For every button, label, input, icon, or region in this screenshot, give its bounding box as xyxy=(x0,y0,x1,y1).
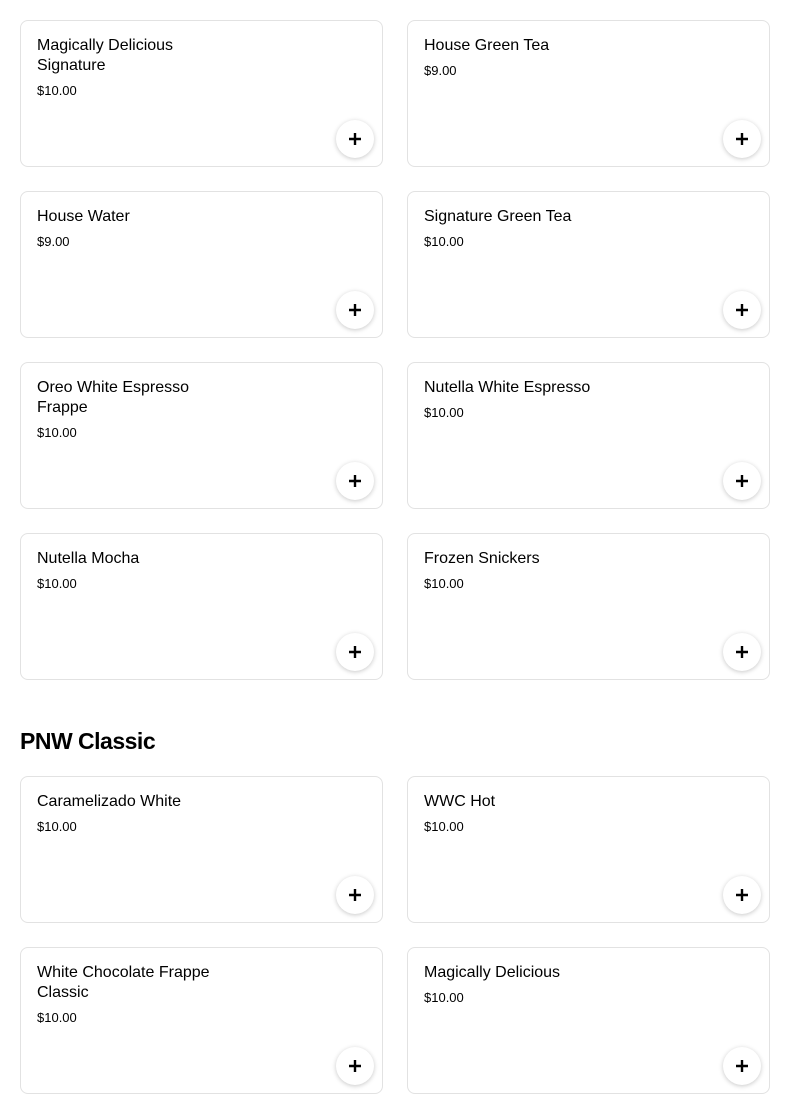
plus-icon xyxy=(735,645,749,659)
section-title: PNW Classic xyxy=(20,728,156,754)
item-price: $10.00 xyxy=(37,1010,77,1025)
menu-item-card[interactable] xyxy=(407,362,770,509)
item-price: $10.00 xyxy=(37,576,77,591)
plus-icon xyxy=(735,303,749,317)
plus-icon xyxy=(348,645,362,659)
item-price: $10.00 xyxy=(424,819,464,834)
add-to-cart-button[interactable] xyxy=(723,462,761,500)
plus-icon xyxy=(348,132,362,146)
add-to-cart-button[interactable] xyxy=(336,120,374,158)
item-name: WWC Hot xyxy=(424,793,496,810)
item-price: $10.00 xyxy=(424,990,464,1005)
item-name: White Chocolate Frappe Classic xyxy=(37,964,210,1001)
item-name: Magically Delicious Signature xyxy=(37,37,174,74)
item-name: Signature Green Tea xyxy=(424,208,572,225)
item-price: $10.00 xyxy=(424,234,464,249)
item-price: $9.00 xyxy=(37,234,70,249)
item-name: House Green Tea xyxy=(424,37,550,54)
menu-item-card[interactable] xyxy=(407,20,770,167)
plus-icon xyxy=(735,888,749,902)
add-to-cart-button[interactable] xyxy=(336,1047,374,1085)
plus-icon xyxy=(348,303,362,317)
plus-icon xyxy=(735,1059,749,1073)
plus-icon xyxy=(735,132,749,146)
menu-item-card[interactable] xyxy=(20,947,383,1094)
item-price: $9.00 xyxy=(424,63,457,78)
menu-item-card[interactable] xyxy=(407,947,770,1094)
add-to-cart-button[interactable] xyxy=(723,1047,761,1085)
item-name: House Water xyxy=(37,208,130,225)
menu-item-card[interactable] xyxy=(407,776,770,923)
menu-item-card[interactable] xyxy=(20,191,383,338)
plus-icon xyxy=(735,474,749,488)
add-to-cart-button[interactable] xyxy=(723,120,761,158)
item-name: Nutella White Espresso xyxy=(424,379,591,396)
plus-icon xyxy=(348,1059,362,1073)
item-price: $10.00 xyxy=(37,425,77,440)
item-price: $10.00 xyxy=(37,83,77,98)
add-to-cart-button[interactable] xyxy=(336,462,374,500)
add-to-cart-button[interactable] xyxy=(336,291,374,329)
item-price: $10.00 xyxy=(37,819,77,834)
add-to-cart-button[interactable] xyxy=(336,633,374,671)
add-to-cart-button[interactable] xyxy=(723,876,761,914)
menu-item-card[interactable] xyxy=(407,191,770,338)
menu-item-card[interactable] xyxy=(20,362,383,509)
item-name: Magically Delicious xyxy=(424,964,561,981)
menu-item-card[interactable] xyxy=(20,776,383,923)
menu-item-card[interactable] xyxy=(20,20,383,167)
item-price: $10.00 xyxy=(424,576,464,591)
plus-icon xyxy=(348,474,362,488)
add-to-cart-button[interactable] xyxy=(723,291,761,329)
item-name: Caramelizado White xyxy=(37,793,182,810)
item-price: $10.00 xyxy=(424,405,464,420)
item-name: Frozen Snickers xyxy=(424,550,540,567)
menu-item-card[interactable] xyxy=(20,533,383,680)
item-name: Nutella Mocha xyxy=(37,550,140,567)
add-to-cart-button[interactable] xyxy=(336,876,374,914)
plus-icon xyxy=(348,888,362,902)
add-to-cart-button[interactable] xyxy=(723,633,761,671)
menu-item-card[interactable] xyxy=(407,533,770,680)
item-name: Oreo White Espresso Frappe xyxy=(37,379,190,416)
